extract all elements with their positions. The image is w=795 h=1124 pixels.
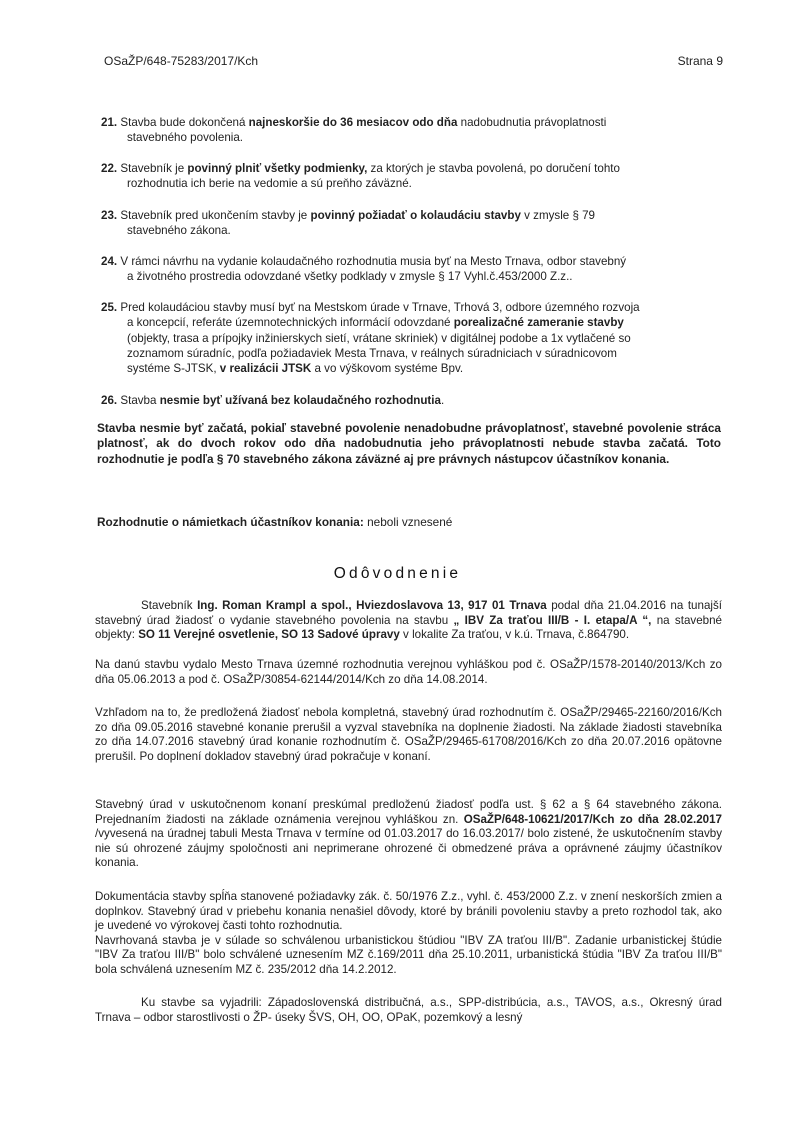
- condition-text: Pred kolaudáciou stavby musí byť na Mestskom úrade v Trnave, Trhová 3, odbore územného rozvoja: [120, 301, 640, 314]
- objections-value: neboli vznesené: [363, 515, 453, 529]
- objections-label: Rozhodnutie o námietkach účastníkov konania:: [97, 515, 364, 529]
- project-name: „ IBV Za traťou III/B - I. etapa/A “,: [453, 613, 652, 627]
- condition-text: nadobudnutia právoplatnosti: [457, 116, 607, 129]
- paragraph-text: Stavebný úrad v uskutočnenom konaní preskúmal predloženú žiadosť podľa ust. § 62 a § 64 stavebného zákona. Prejednaním žiadosti na základe oznámenia verejnou vyhláškou zn.: [95, 798, 722, 826]
- condition-text: systéme S-JTSK,: [127, 362, 220, 376]
- paragraph-text: na stavebné objekty:: [95, 613, 722, 642]
- condition-25: [101, 300, 723, 376]
- paragraph-text: podal dňa 21.04.2016 na tunajší stavebný úrad žiadosť o vydanie stavebného povolenia na stavbu: [95, 599, 722, 627]
- condition-text: Stavba: [120, 394, 160, 407]
- condition-number: 24.: [101, 255, 118, 268]
- condition-continuation: rozhodnutia ich berie na vedomie a sú preňho záväzné.: [127, 177, 412, 191]
- condition-text: V rámci návrhu na vydanie kolaudačného rozhodnutia musia byť na Mesto Trnava, odbor stavebný: [120, 255, 627, 268]
- condition-21: [101, 115, 723, 146]
- reasoning-paragraph-2: Na danú stavbu vydalo Mesto Trnava územné rozhodnutia verejnou vyhláškou pod č. OSaŽP/1578-20140/2013/Kch zo dňa 05.06.2013 a pod č. OSaŽP/30854-62144/2014/Kch zo dňa 14.08.2014.: [95, 658, 722, 686]
- building-objects: SO 11 Verejné osvetlenie, SO 13 Sadové úpravy: [138, 628, 400, 642]
- condition-emphasis: povinný požiadať o kolaudáciu stavby: [310, 209, 521, 222]
- condition-number: 25.: [101, 301, 118, 314]
- condition-text: za ktorých je stavba povolená, po doručení tohto: [367, 162, 620, 175]
- condition-continuation: a životného prostredia odovzdané všetky podklady v zmysle § 17 Vyhl.č.453/2000 Z.z..: [127, 270, 573, 284]
- reasoning-paragraph-3: Vzhľadom na to, že predložená žiadosť nebola kompletná, stavebný úrad rozhodnutím č. OSaŽP/29465-22160/2016/Kch zo dňa 09.05.2016 stavebné konanie prerušil a vyzval stavebníka na doplnenie žiadosti. Na základe žiadosti stavebníka zo dňa 14.07.2016 stavebný úrad konanie rozhodnutím č. OSaŽP/29465-61708/2016/Kch zo dňa 20.07.2016 opätovne prerušil. Po doplnení dokladov stavebný úrad pokračuje v konaní.: [95, 706, 722, 763]
- condition-number: 26.: [101, 394, 118, 407]
- condition-text: a vo výškovom systéme Bpv.: [311, 362, 464, 376]
- condition-continuation: zoznamom súradníc, podľa požiadaviek Mesta Trnava, v reálnych súradniciach v súradnicovom: [127, 346, 617, 360]
- condition-continuation: stavebného zákona.: [127, 224, 231, 238]
- documentation-text: Dokumentácia stavby spĺňa stanovené požiadavky zák. č. 50/1976 Z.z., vyhl. č. 453/2000 Z.z. v znení neskorších zmien a doplnkov. Stavebný úrad v priebehu konania nenašiel dôvody, ktoré by bránili povoleniu stavby a preto rozhodol tak, ako je uvedené vo výrokovej časti tohto rozhodnutia.: [95, 890, 722, 933]
- condition-24: [101, 254, 723, 285]
- condition-text: .: [440, 394, 445, 407]
- condition-emphasis: najneskoršie do 36 mesiacov odo dňa: [248, 116, 458, 129]
- condition-emphasis: porealizačné zameranie stavby: [453, 316, 624, 330]
- reasoning-paragraph-6: Ku stavbe sa vyjadrili: Západoslovenská distribučná, a.s., SPP-distribúcia, a.s., TAVOS, a.s., Okresný úrad Trnava – odbor starostlivosti o ŽP- úseky ŠVS, OH, OO, OPaK, pozemkový a lesný: [95, 996, 722, 1024]
- paragraph-text: /vyvesená na úradnej tabuli Mesta Trnava v termíne od 01.03.2017 do 16.03.2017/ bolo zistené, že uskutočnením stavby nie sú ohrozené záujmy spoločnosti ani neprimerane ohrozené či obmedzené práva a oprávnené záujmy účastníkov konania.: [95, 827, 722, 870]
- condition-text: Stavba bude dokončená: [120, 116, 249, 129]
- condition-continuation: [101, 315, 723, 330]
- condition-text: Stavebník pred ukončením stavby je: [120, 209, 311, 222]
- section-title: Odôvodnenie: [333, 565, 462, 582]
- paragraph-text: v lokalite Za traťou, v k.ú. Trnava, č.864790.: [399, 628, 630, 642]
- condition-26: [101, 393, 723, 408]
- condition-text: a koncepcií, referáte územnotechnických informácií odovzdané: [127, 316, 454, 330]
- condition-22: [101, 161, 723, 192]
- condition-emphasis: povinný plniť všetky podmienky,: [187, 162, 368, 175]
- condition-text: Stavebník je: [120, 162, 188, 175]
- condition-number: 23.: [101, 209, 118, 222]
- condition-continuation: [101, 361, 723, 376]
- validity-statement: Stavba nesmie byť začatá, pokiaľ stavebné povolenie nenadobudne právoplatnosť, stavebné povolenie stráca platnosť, ak do dvoch rokov odo dňa nadobudnutia jeho právoplatnosti nebude stavba začatá. Toto rozhodnutie je podľa § 70 stavebného zákona záväzné aj pre právnych nástupcov účastníkov konania.: [97, 421, 721, 466]
- urban-study-text: Navrhovaná stavba je v súlade so schválenou urbanistickou štúdiou "IBV ZA traťou III/B". Zadanie urbanistickej štúdie "IBV Za traťou III/B" bolo schválené uznesením MZ č.169/2011 dňa 25.10.2011, urbanistická štúdia "IBV Za traťou III/B" bola schválená uznesením MZ č. 235/2012 dňa 14.2.2012.: [95, 933, 722, 976]
- condition-emphasis: v realizácii JTSK: [219, 362, 312, 376]
- notice-reference: OSaŽP/648-10621/2017/Kch zo dňa 28.02.2017: [463, 812, 722, 826]
- applicant-name: Ing. Roman Krampl a spol., Hviezdoslavova 13, 917 01 Trnava: [197, 599, 547, 612]
- condition-emphasis: nesmie byť užívaná bez kolaudačného rozhodnutia: [159, 394, 441, 407]
- condition-continuation: (objekty, trasa a prípojky inžinierskych sietí, vrátane skriniek) v digitálnej podobe a 1x vytlačené so: [127, 331, 631, 345]
- objections-decision: [97, 515, 721, 530]
- condition-23: [101, 208, 723, 239]
- condition-number: 22.: [101, 162, 118, 175]
- condition-continuation: stavebného povolenia.: [127, 131, 244, 145]
- condition-text: v zmysle § 79: [520, 209, 596, 222]
- document-reference: OSaŽP/648-75283/2017/Kch: [104, 54, 259, 68]
- reasoning-paragraph-1: [95, 599, 722, 643]
- page-number: Strana 9: [677, 54, 723, 68]
- reasoning-paragraph-4: [95, 798, 722, 871]
- condition-number: 21.: [101, 116, 118, 129]
- paragraph-text: Stavebník: [141, 599, 198, 612]
- reasoning-paragraph-5: [95, 890, 722, 978]
